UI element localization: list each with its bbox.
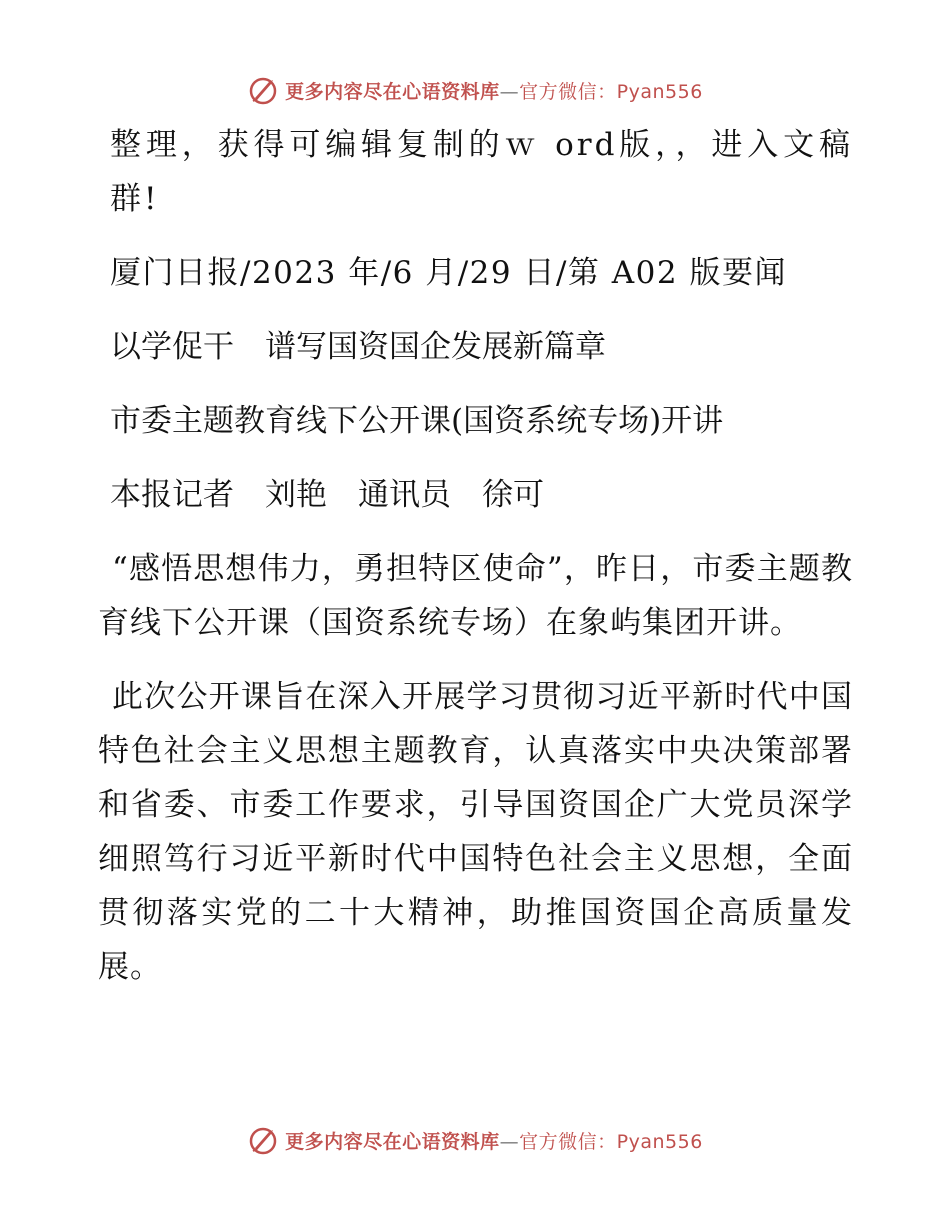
paragraph-2: 此次公开课旨在深入开展学习贯彻习近平新时代中国特色社会主义思想主题教育，认真落实中央决策部署和省委、市委工作要求，引导国资国企广大党员深学细照笃行习近平新时代中国特色社会主义思想，全面贯彻落实党的二十大精神，助推国资国企高质量发展。 [98,679,853,985]
intro-text: 整理，获得可编辑复制的ｗ ord版，，进入文稿群! [110,127,853,217]
banner-brand: 更多内容尽在心语资料库 [285,1130,500,1153]
headline: 以学促干 谱写国资国企发展新篇章 [110,329,606,365]
quill-pen-logo-icon [247,74,279,106]
banner-separator: — [499,80,520,103]
quill-pen-logo-icon [247,1124,279,1156]
banner-wechat: 官方微信：Pyan556 [519,80,703,103]
header-banner [0,70,950,110]
banner-wechat: 官方微信：Pyan556 [519,1130,703,1153]
paragraph-1: “感悟思想伟力，勇担特区使命”，昨日，市委主题教育线下公开课（国资系统专场）在象屿集团开讲。 [98,551,853,641]
banner-text [285,1127,703,1154]
byline: 本报记者 刘艳 通讯员 徐可 [110,477,544,513]
source-line: 厦门日报/2023 年/6 月/29 日/第 A02 版要闻 [110,255,787,291]
banner-brand: 更多内容尽在心语资料库 [285,80,500,103]
banner-separator: — [499,1130,520,1153]
subheadline: 市委主题教育线下公开课(国资系统专场)开讲 [110,403,724,439]
banner-text [285,77,703,104]
document-body [98,118,853,994]
footer-banner [0,1120,950,1160]
